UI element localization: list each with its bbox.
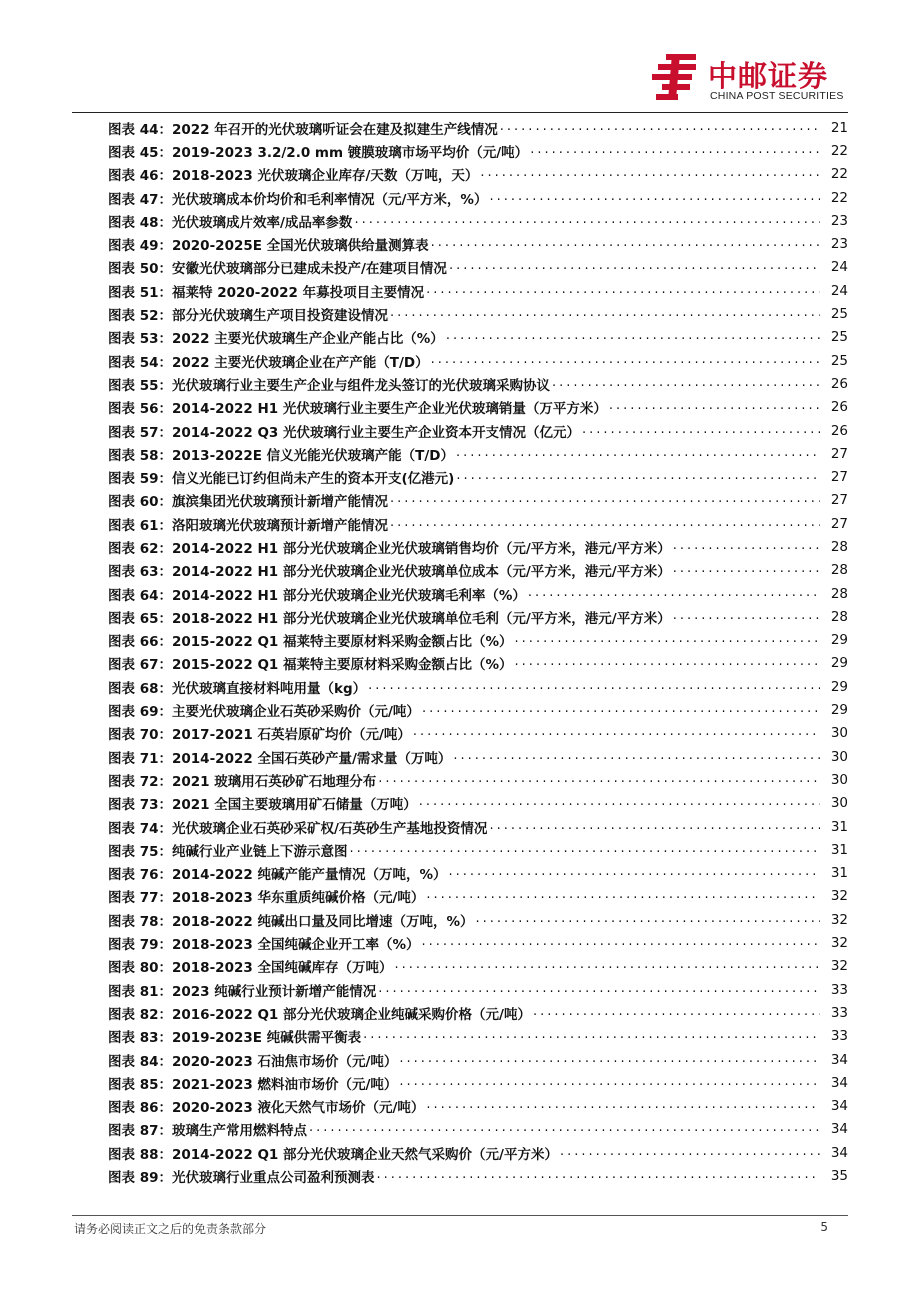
toc-entry-title: 2014-2022 Q3 光伏玻璃行业主要生产企业资本开支情况（亿元） (172, 424, 581, 441)
toc-entry-title: 信义光能已订约但尚未产生的资本开支(亿港元) (172, 471, 455, 488)
toc-entry-page: 31 (830, 841, 848, 858)
toc-entry-label: 图表 71： (108, 750, 172, 767)
toc-entry[interactable] (108, 792, 848, 815)
logo-english-name: CHINA POST SECURITIES (710, 90, 844, 102)
toc-entry-title: 部分光伏玻璃生产项目投资建设情况 (172, 308, 388, 325)
toc-entry-title: 2013-2022E 信义光能光伏玻璃产能（T/D） (172, 447, 455, 464)
toc-entry-page: 26 (830, 375, 848, 392)
toc-entry-title: 2018-2023 光伏玻璃企业库存/天数（万吨，天） (172, 168, 479, 185)
toc-entry-label: 图表 80： (108, 960, 172, 977)
company-logo (652, 52, 852, 110)
toc-entry-title: 旗滨集团光伏玻璃预计新增产能情况 (172, 494, 388, 511)
toc-entry-label: 图表 73： (108, 797, 172, 814)
toc-entry[interactable] (108, 116, 848, 139)
toc-entry[interactable] (108, 372, 848, 395)
toc-entry-title: 2021-2023 燃料油市场价（元/吨） (172, 1076, 398, 1093)
toc-entry-label: 图表 69： (108, 704, 172, 721)
toc-entry-label: 图表 49： (108, 238, 172, 255)
toc-entry[interactable] (108, 512, 848, 535)
toc-entry-page: 27 (830, 469, 848, 486)
toc-entry-page: 33 (830, 1004, 848, 1021)
toc-entry-label: 图表 56： (108, 401, 172, 418)
page-number: 5 (820, 1220, 828, 1234)
toc-entry-label: 图表 72： (108, 773, 172, 790)
toc-entry-label: 图表 76： (108, 867, 172, 884)
toc-dot-leader (528, 587, 820, 601)
toc-dot-leader (515, 633, 820, 647)
toc-entry-title: 光伏玻璃成本价均价和毛利率情况（元/平方米，%） (172, 191, 488, 208)
toc-entry[interactable] (108, 862, 848, 885)
toc-entry-label: 图表 74： (108, 820, 172, 837)
toc-dot-leader (431, 237, 820, 251)
toc-dot-leader (378, 773, 820, 787)
toc-entry-title: 主要光伏玻璃企业石英砂采购价（元/吨） (172, 704, 420, 721)
toc-entry-page: 34 (830, 1121, 848, 1138)
toc-entry-label: 图表 81： (108, 983, 172, 1000)
toc-entry-page: 34 (830, 1051, 848, 1068)
toc-entry-title: 2020-2023 液化天然气市场价（元/吨） (172, 1100, 425, 1117)
toc-entry-title: 2018-2022 纯碱出口量及同比增速（万吨，%） (172, 913, 474, 930)
toc-entry[interactable] (108, 1048, 848, 1071)
toc-entry-page: 27 (830, 492, 848, 509)
toc-entry-title: 2014-2022 H1 部分光伏玻璃企业光伏玻璃毛利率（%） (172, 587, 526, 604)
toc-entry[interactable] (108, 396, 848, 419)
toc-entry-label: 图表 75： (108, 843, 172, 860)
toc-entry[interactable] (108, 815, 848, 838)
toc-entry-page: 26 (830, 399, 848, 416)
toc-entry-page: 22 (830, 189, 848, 206)
toc-entry-label: 图表 79： (108, 937, 172, 954)
toc-entry-title: 2018-2023 华东重质纯碱价格（元/吨） (172, 890, 425, 907)
china-post-logo-icon (652, 52, 700, 102)
toc-entry[interactable] (108, 582, 848, 605)
toc-entry-title: 2017-2021 石英岩原矿均价（元/吨） (172, 727, 411, 744)
toc-entry-page: 32 (830, 888, 848, 905)
toc-dot-leader (456, 470, 820, 484)
toc-entry-page: 31 (830, 818, 848, 835)
toc-entry[interactable] (108, 209, 848, 232)
toc-entry[interactable] (108, 698, 848, 721)
toc-entry-title: 安徽光伏玻璃部分已建成未投产/在建项目情况 (172, 261, 447, 278)
page-header (0, 0, 920, 115)
toc-dot-leader (446, 330, 820, 344)
toc-entry-label: 图表 44： (108, 121, 172, 138)
toc-entry-page: 29 (830, 632, 848, 649)
toc-dot-leader (500, 121, 820, 135)
toc-entry[interactable] (108, 605, 848, 628)
toc-entry-page: 32 (830, 958, 848, 975)
toc-entry[interactable] (108, 559, 848, 582)
toc-entry-title: 2019-2023E 纯碱供需平衡表 (172, 1030, 362, 1047)
toc-dot-leader (419, 796, 820, 810)
toc-dot-leader (368, 680, 820, 694)
toc-entry-title: 2014-2022 H1 部分光伏玻璃企业光伏玻璃单位成本（元/平方米，港元/平方米） (172, 564, 671, 581)
toc-dot-leader (530, 144, 820, 158)
toc-entry-title: 2014-2022 纯碱产能产量情况（万吨，%） (172, 867, 447, 884)
footer-divider (72, 1215, 848, 1216)
toc-dot-leader (480, 167, 820, 181)
toc-entry-page: 28 (830, 608, 848, 625)
toc-entry[interactable] (108, 722, 848, 745)
footer-disclaimer: 请务必阅读正文之后的免责条款部分 (74, 1222, 267, 1236)
toc-entry-page: 22 (830, 166, 848, 183)
toc-entry-page: 26 (830, 422, 848, 439)
toc-entry-title: 2015-2022 Q1 福莱特主要原材料采购金额占比（%） (172, 634, 513, 651)
toc-entry-label: 图表 68： (108, 680, 172, 697)
toc-entry-label: 图表 83： (108, 1030, 172, 1047)
toc-entry-label: 图表 89： (108, 1170, 172, 1186)
toc-entry-page: 25 (830, 306, 848, 323)
toc-entry[interactable] (108, 139, 848, 162)
table-of-figures (108, 116, 848, 1188)
toc-entry[interactable] (108, 1164, 848, 1187)
toc-entry-title: 玻璃生产常用燃料特点 (172, 1123, 307, 1140)
toc-entry-page: 33 (830, 981, 848, 998)
toc-entry-label: 图表 87： (108, 1123, 172, 1140)
toc-entry-label: 图表 48： (108, 214, 172, 231)
toc-entry-page: 33 (830, 1028, 848, 1045)
toc-entry-title: 福莱特 2020-2022 年募投项目主要情况 (172, 284, 425, 301)
toc-entry-page: 25 (830, 352, 848, 369)
toc-entry[interactable] (108, 302, 848, 325)
toc-dot-leader (560, 1146, 820, 1160)
toc-dot-leader (609, 400, 820, 414)
toc-entry-page: 34 (830, 1098, 848, 1115)
toc-entry-title: 光伏玻璃企业石英砂采矿权/石英砂生产基地投资情况 (172, 820, 488, 837)
toc-entry-page: 22 (830, 142, 848, 159)
toc-entry-label: 图表 55： (108, 377, 172, 394)
toc-dot-leader (515, 656, 820, 670)
toc-entry-title: 2014-2022 Q1 部分光伏玻璃企业天然气采购价（元/平方米） (172, 1146, 558, 1163)
toc-entry-page: 28 (830, 562, 848, 579)
toc-entry[interactable] (108, 419, 848, 442)
toc-dot-leader (350, 843, 821, 857)
toc-entry-label: 图表 52： (108, 308, 172, 325)
toc-entry[interactable] (108, 489, 848, 512)
toc-dot-leader (399, 1076, 820, 1090)
toc-dot-leader (489, 191, 820, 205)
toc-entry-page: 32 (830, 935, 848, 952)
toc-dot-leader (453, 750, 820, 764)
toc-entry-page: 34 (830, 1144, 848, 1161)
toc-dot-leader (378, 983, 820, 997)
toc-dot-leader (456, 447, 820, 461)
toc-entry-title: 2016-2022 Q1 部分光伏玻璃企业纯碱采购价格（元/吨） (172, 1006, 531, 1023)
toc-entry[interactable] (108, 908, 848, 931)
toc-entry-page: 30 (830, 771, 848, 788)
toc-entry-label: 图表 59： (108, 471, 172, 488)
toc-entry-label: 图表 57： (108, 424, 172, 441)
toc-entry-label: 图表 50： (108, 261, 172, 278)
toc-entry[interactable] (108, 163, 848, 186)
toc-entry[interactable] (108, 232, 848, 255)
toc-dot-leader (426, 889, 820, 903)
toc-dot-leader (426, 284, 820, 298)
toc-entry[interactable] (108, 279, 848, 302)
toc-entry-label: 图表 45： (108, 144, 172, 161)
toc-entry-label: 图表 51： (108, 284, 172, 301)
toc-entry-title: 光伏玻璃成片效率/成品率参数 (172, 214, 353, 231)
toc-entry-page: 27 (830, 445, 848, 462)
toc-entry-title: 光伏玻璃直接材料吨用量（kg） (172, 680, 367, 697)
toc-entry[interactable] (108, 838, 848, 861)
toc-entry-title: 2014-2022 H1 部分光伏玻璃企业光伏玻璃销售均价（元/平方米，港元/平方米） (172, 540, 671, 557)
toc-entry[interactable] (108, 1025, 848, 1048)
toc-dot-leader (390, 307, 820, 321)
toc-entry-page: 24 (830, 282, 848, 299)
toc-entry[interactable] (108, 768, 848, 791)
toc-entry[interactable] (108, 675, 848, 698)
toc-entry[interactable] (108, 1118, 848, 1141)
toc-entry-page: 23 (830, 212, 848, 229)
toc-entry-label: 图表 54： (108, 354, 172, 371)
toc-dot-leader (431, 354, 820, 368)
toc-dot-leader (673, 610, 820, 624)
toc-entry[interactable] (108, 955, 848, 978)
toc-entry-label: 图表 61： (108, 517, 172, 534)
toc-entry-title: 2023 纯碱行业预计新增产能情况 (172, 983, 377, 1000)
toc-entry-page: 27 (830, 515, 848, 532)
toc-entry-label: 图表 86： (108, 1100, 172, 1117)
toc-entry-page: 30 (830, 748, 848, 765)
toc-entry[interactable] (108, 186, 848, 209)
toc-dot-leader (309, 1122, 820, 1136)
header-divider (72, 112, 848, 113)
toc-entry-label: 图表 62： (108, 540, 172, 557)
toc-dot-leader (673, 563, 820, 577)
toc-entry-title: 2018-2022 H1 部分光伏玻璃企业光伏玻璃单位毛利（元/平方米，港元/平方米） (172, 610, 671, 627)
toc-dot-leader (673, 540, 820, 554)
toc-entry-title: 光伏玻璃行业重点公司盈利预测表 (172, 1170, 375, 1186)
toc-entry-title: 光伏玻璃行业主要生产企业与组件龙头签订的光伏玻璃采购协议 (172, 377, 550, 394)
toc-entry[interactable] (108, 535, 848, 558)
toc-entry[interactable] (108, 1071, 848, 1094)
toc-entry-page: 30 (830, 795, 848, 812)
toc-entry-label: 图表 58： (108, 447, 172, 464)
toc-entry[interactable] (108, 652, 848, 675)
toc-dot-leader (475, 913, 820, 927)
toc-dot-leader (354, 214, 820, 228)
toc-entry-label: 图表 66： (108, 634, 172, 651)
toc-entry-page: 29 (830, 702, 848, 719)
toc-dot-leader (390, 517, 820, 531)
toc-entry-title: 2021 全国主要玻璃用矿石储量（万吨） (172, 797, 417, 814)
toc-entry-title: 2018-2023 全国纯碱企业开工率（%） (172, 937, 420, 954)
toc-entry-title: 2018-2023 全国纯碱库存（万吨） (172, 960, 393, 977)
toc-entry[interactable] (108, 442, 848, 465)
toc-entry-label: 图表 63： (108, 564, 172, 581)
toc-entry-label: 图表 77： (108, 890, 172, 907)
toc-entry[interactable] (108, 885, 848, 908)
toc-entry-label: 图表 67： (108, 657, 172, 674)
toc-entry-title: 2015-2022 Q1 福莱特主要原材料采购金额占比（%） (172, 657, 513, 674)
logo-chinese-name: 中邮证券 (708, 59, 829, 93)
toc-entry-label: 图表 82： (108, 1006, 172, 1023)
toc-entry-page: 31 (830, 865, 848, 882)
toc-entry-label: 图表 64： (108, 587, 172, 604)
toc-entry-page: 21 (830, 119, 848, 136)
toc-entry[interactable] (108, 1094, 848, 1117)
toc-dot-leader (413, 726, 820, 740)
toc-entry-page: 28 (830, 585, 848, 602)
toc-dot-leader (377, 1169, 821, 1183)
toc-entry-page: 24 (830, 259, 848, 276)
toc-dot-leader (399, 1053, 820, 1067)
toc-dot-leader (552, 377, 820, 391)
toc-entry-label: 图表 65： (108, 610, 172, 627)
toc-entry-page: 28 (830, 538, 848, 555)
toc-dot-leader (449, 260, 820, 274)
toc-entry-label: 图表 85： (108, 1076, 172, 1093)
toc-entry-label: 图表 46： (108, 168, 172, 185)
toc-dot-leader (421, 936, 820, 950)
toc-entry-title: 2021 玻璃用石英砂矿石地理分布 (172, 773, 377, 790)
toc-entry[interactable] (108, 465, 848, 488)
toc-entry[interactable] (108, 1141, 848, 1164)
toc-entry-page: 29 (830, 678, 848, 695)
toc-entry-label: 图表 60： (108, 494, 172, 511)
toc-entry[interactable] (108, 326, 848, 349)
toc-entry-title: 2020-2023 石油焦市场价（元/吨） (172, 1053, 398, 1070)
toc-entry-page: 32 (830, 911, 848, 928)
toc-entry-title: 2020-2025E 全国光伏玻璃供给量测算表 (172, 238, 429, 255)
toc-dot-leader (533, 1006, 820, 1020)
toc-entry-page: 23 (830, 236, 848, 253)
toc-dot-leader (489, 820, 820, 834)
toc-entry-label: 图表 78： (108, 913, 172, 930)
toc-dot-leader (390, 493, 820, 507)
toc-entry-label: 图表 88： (108, 1146, 172, 1163)
toc-entry-page: 25 (830, 329, 848, 346)
toc-entry[interactable] (108, 1001, 848, 1024)
toc-entry-page: 30 (830, 725, 848, 742)
toc-entry-title: 2022 年召开的光伏玻璃听证会在建及拟建生产线情况 (172, 121, 498, 138)
toc-entry-page: 35 (830, 1168, 848, 1184)
toc-dot-leader (448, 866, 820, 880)
toc-entry[interactable] (108, 349, 848, 372)
toc-entry-title: 2022 主要光伏玻璃生产企业产能占比（%） (172, 331, 444, 348)
toc-dot-leader (394, 959, 820, 973)
toc-entry-title: 2022 主要光伏玻璃企业在产产能（T/D） (172, 354, 429, 371)
toc-dot-leader (363, 1029, 820, 1043)
toc-entry[interactable] (108, 931, 848, 954)
toc-entry-label: 图表 47： (108, 191, 172, 208)
toc-entry-label: 图表 70： (108, 727, 172, 744)
toc-entry-label: 图表 53： (108, 331, 172, 348)
toc-entry-title: 洛阳玻璃光伏玻璃预计新增产能情况 (172, 517, 388, 534)
toc-entry-page: 29 (830, 655, 848, 672)
toc-entry-title: 2014-2022 全国石英砂产量/需求量（万吨） (172, 750, 452, 767)
toc-entry[interactable] (108, 745, 848, 768)
toc-entry[interactable] (108, 978, 848, 1001)
toc-entry-title: 纯碱行业产业链上下游示意图 (172, 843, 348, 860)
toc-entry[interactable] (108, 629, 848, 652)
toc-entry-title: 2014-2022 H1 光伏玻璃行业主要生产企业光伏玻璃销量（万平方米） (172, 401, 607, 418)
toc-entry-title: 2019-2023 3.2/2.0 mm 镀膜玻璃市场平均价（元/吨） (172, 144, 529, 161)
toc-entry-page: 34 (830, 1074, 848, 1091)
toc-dot-leader (426, 1099, 820, 1113)
toc-dot-leader (582, 424, 820, 438)
toc-dot-leader (422, 703, 820, 717)
toc-entry-label: 图表 84： (108, 1053, 172, 1070)
toc-entry[interactable] (108, 256, 848, 279)
